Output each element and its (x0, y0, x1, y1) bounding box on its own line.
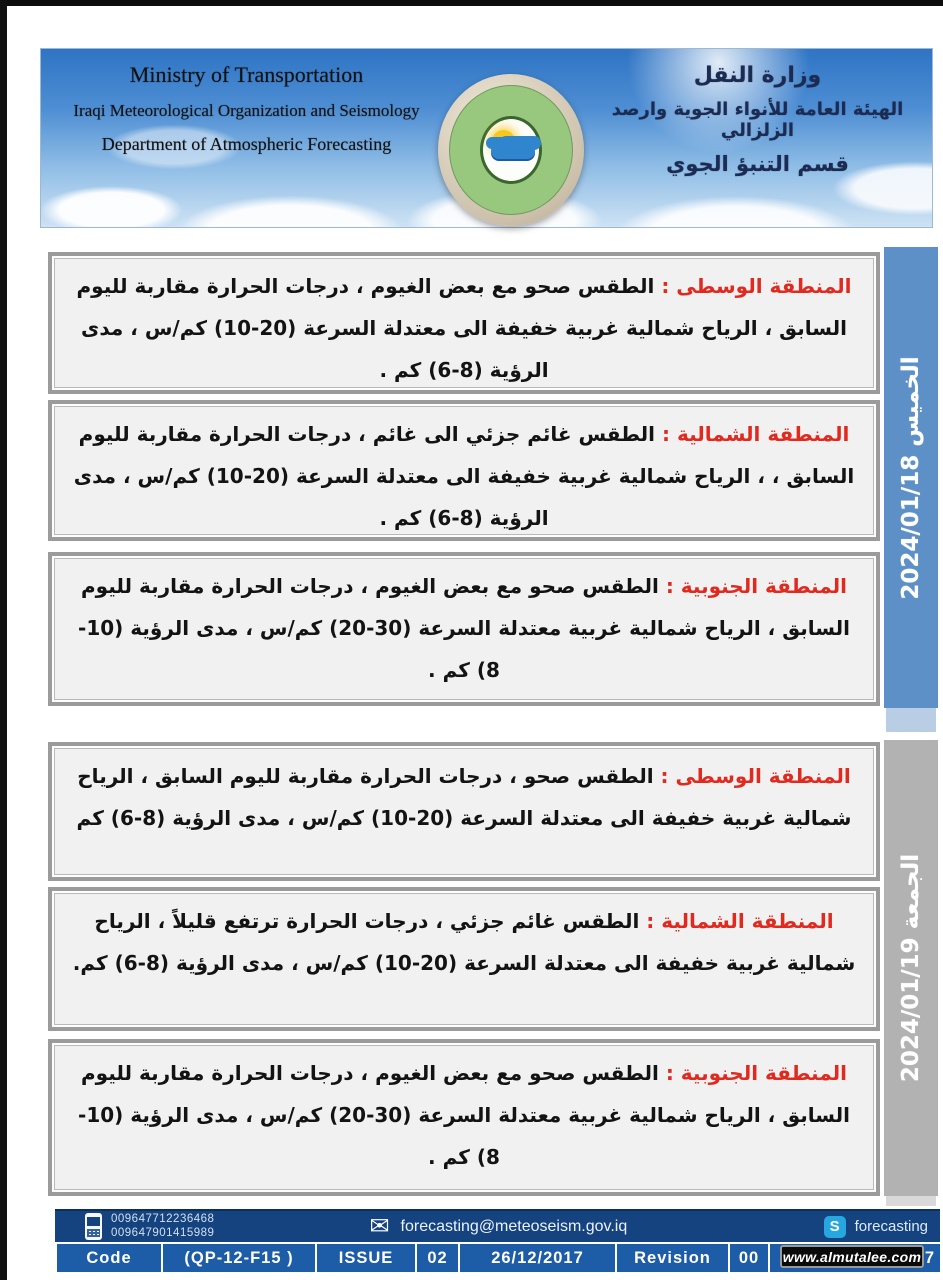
header-banner (40, 48, 933, 228)
organization-title-en: Iraqi Meteorological Organization and Seismology (73, 101, 420, 120)
cell-code-label: Code (55, 1244, 163, 1272)
forecast-body: الطقس صحو مع بعض الغيوم ، درجات الحرارة مقاربة لليوم السابق ، الرياح شمالية غربية معتدلة السرعة (30-20) كم/س ، مدى الرؤية (10-8) كم . (78, 574, 850, 682)
logo-center (480, 116, 542, 184)
region-label: المنطقة الشمالية : (655, 422, 850, 446)
forecast-text (67, 565, 861, 691)
mail-icon: ✉ (369, 1212, 390, 1240)
forecast-box-northern-friday (48, 887, 880, 1031)
department-title-ar: قسم التنبؤ الجوي (666, 152, 849, 176)
forecast-text (67, 413, 861, 539)
ministry-title-en: Ministry of Transportation (129, 62, 364, 87)
forecast-body: الطقس صحو مع بعض الغيوم ، درجات الحرارة مقاربة لليوم السابق ، الرياح شمالية غربية معتدلة السرعة (30-20) كم/س ، مدى الرؤية (10-8) كم . (78, 1061, 850, 1169)
footer-contact-row (55, 1211, 940, 1242)
cell-issue-value: 02 (417, 1244, 460, 1272)
watermark-badge: www.almutalee.com (780, 1245, 924, 1268)
cloud-icon (491, 143, 535, 159)
cell-issue-label: ISSUE (317, 1244, 417, 1272)
forecast-box-southern-thursday (48, 552, 880, 706)
page-edge-left (0, 0, 7, 1280)
department-title-en: Department of Atmospheric Forecasting (101, 134, 392, 154)
header-arabic-block (590, 63, 925, 176)
region-label: المنطقة الجنوبية : (658, 1061, 847, 1085)
ministry-title-ar: وزارة النقل (693, 63, 822, 88)
cell-revision-value: 00 (730, 1244, 770, 1272)
date-tab-thursday-shadow (886, 708, 936, 732)
region-label: المنطقة الشمالية : (639, 909, 834, 933)
phone-numbers (111, 1213, 214, 1241)
forecast-box-southern-friday (48, 1039, 880, 1196)
region-label: المنطقة الوسطى : (653, 764, 851, 788)
forecast-box-central-thursday (48, 252, 880, 394)
cell-page-number: 7 (924, 1248, 935, 1267)
cell-issue-date: 26/12/2017 (460, 1244, 617, 1272)
email-address: forecasting@meteoseism.gov.iq (400, 1217, 628, 1235)
forecast-box-central-friday (48, 742, 880, 881)
forecast-text (67, 900, 861, 984)
date-label-thursday: الخميس 2024/01/18 (898, 355, 924, 600)
skype-contact (824, 1216, 928, 1238)
phone-contact (85, 1213, 214, 1241)
region-label: المنطقة الجنوبية : (658, 574, 847, 598)
email-contact (369, 1212, 628, 1240)
forecast-text (67, 755, 861, 839)
date-tab-thursday (884, 247, 938, 708)
meteorological-organization-logo (438, 74, 584, 226)
forecast-box-northern-thursday (48, 400, 880, 541)
phone-icon (85, 1213, 102, 1240)
phone-number-1: 009647712236468 (111, 1212, 215, 1225)
forecast-body: الطقس صحو ، درجات الحرارة مقاربة لليوم السابق ، الرياح شمالية غربية خفيفة الى معتدلة السرعة (20-10) كم/س ، مدى الرؤية (8-6) كم (76, 764, 852, 830)
skype-icon: S (824, 1216, 846, 1238)
cell-revision-label: Revision (617, 1244, 730, 1272)
region-label: المنطقة الوسطى : (654, 274, 852, 298)
organization-title-ar: الهيئة العامة للأنواء الجوية وارصد الزلزالي (611, 99, 904, 141)
forecast-text (67, 1052, 861, 1178)
header-english-block (54, 62, 439, 155)
date-label-friday: الجمعة 2024/01/19 (898, 853, 924, 1083)
forecast-body: الطقس غائم جزئي ، درجات الحرارة ترتفع قليلاً ، الرياح شمالية غربية خفيفة الى معتدلة السرعة (20-10) كم/س ، مدى الرؤية (8-6) كم. (72, 909, 856, 975)
forecast-body: الطقس غائم جزئي الى غائم ، درجات الحرارة مقاربة لليوم السابق ، ، الرياح شمالية غربية خفيفة الى معتدلة السرعة (20-10) كم/س ، مدى الرؤية (8-6) كم . (73, 422, 855, 530)
phone-number-2: 009647901415989 (111, 1226, 215, 1239)
date-tab-friday (884, 740, 938, 1196)
forecast-body: الطقس صحو مع بعض الغيوم ، درجات الحرارة مقاربة لليوم السابق ، الرياح شمالية غربية خفيفة الى معتدلة السرعة (20-10) كم/س ، مدى الرؤية (8-6) كم . (76, 274, 847, 382)
cell-code-value: (QP-12-F15 ) (163, 1244, 317, 1272)
skype-username: forecasting (854, 1218, 928, 1235)
page-edge-top (0, 0, 943, 6)
forecast-text (67, 265, 861, 391)
date-tab-friday-shadow (886, 1196, 936, 1206)
